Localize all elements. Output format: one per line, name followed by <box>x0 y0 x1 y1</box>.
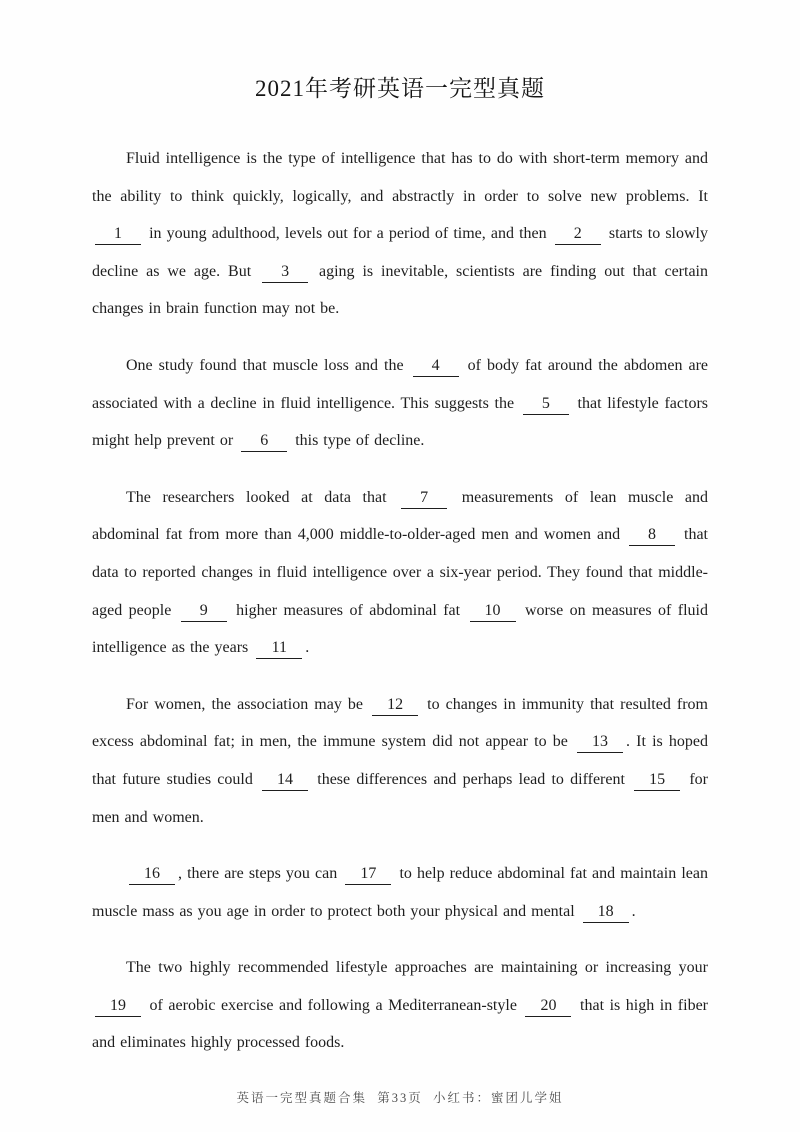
cloze-blank-15: 15 <box>634 770 680 791</box>
paragraph: For women, the association may be 12 to changes in immunity that resulted from excess abdominal fat; in men, the immune system did not appear to be 13 . It is hoped that future studies could 14 these differences and perhaps lead to different 15 for men and women. <box>92 695 709 826</box>
page-title: 2021年考研英语一完型真题 <box>255 76 545 101</box>
cloze-blank-11: 11 <box>256 638 302 659</box>
cloze-blank-5: 5 <box>523 394 569 415</box>
cloze-blank-1: 1 <box>95 224 141 245</box>
cloze-blank-4: 4 <box>413 356 459 377</box>
cloze-blank-14: 14 <box>262 770 308 791</box>
cloze-blank-6: 6 <box>241 431 287 452</box>
cloze-blank-2: 2 <box>555 224 601 245</box>
cloze-blank-18: 18 <box>583 902 629 923</box>
cloze-blank-9: 9 <box>181 601 227 622</box>
cloze-blank-17: 17 <box>345 864 391 885</box>
cloze-blank-13: 13 <box>577 732 623 753</box>
cloze-blank-10: 10 <box>470 601 516 622</box>
cloze-blank-8: 8 <box>629 525 675 546</box>
paragraph: 16 , there are steps you can 17 to help reduce abdominal fat and maintain lean muscle mass as you age in order to protect both your physical and mental 18 . <box>92 855 708 930</box>
cloze-passage <box>0 103 800 1062</box>
paragraph: One study found that muscle loss and the 4 of body fat around the abdomen are associated with a decline in fluid intelligence. This suggests the 5 that lifestyle factors might help prevent or 6 this type of decline. <box>92 347 708 460</box>
cloze-blank-16: 16 <box>129 864 175 885</box>
paragraph: Fluid intelligence is the type of intelligence that has to do with short-term memory and the ability to think quickly, logically, and abstractly in order to solve new problems. It 1 in young adulthood, levels out for a period of time, and then 2 starts to slowly decline as we age. But 3 aging is inevitable, scientists are finding out that certain changes in brain function may not be. <box>92 150 709 318</box>
page-footer: 英语一完型真题合集 第33页 小红书：蜜团儿学姐 <box>236 1091 564 1105</box>
paragraph: The researchers looked at data that 7 measurements of lean muscle and abdominal fat from more than 4,000 middle-to-older-aged men and women and 8 that data to reported changes in fluid intelligence over a six-year period. They found that middle-aged people 9 higher measures of abdominal fat 10 worse on measures of fluid intelligence as the years 11 . <box>92 479 708 667</box>
cloze-blank-12: 12 <box>372 695 418 716</box>
cloze-blank-19: 19 <box>95 996 141 1017</box>
cloze-blank-20: 20 <box>525 996 571 1017</box>
cloze-blank-3: 3 <box>262 262 308 283</box>
paragraph: The two highly recommended lifestyle approaches are maintaining or increasing your 19 of aerobic exercise and following a Mediterranean-style 20 that is high in fiber and eliminates highly processed foods. <box>92 959 709 1052</box>
cloze-blank-7: 7 <box>401 488 447 509</box>
